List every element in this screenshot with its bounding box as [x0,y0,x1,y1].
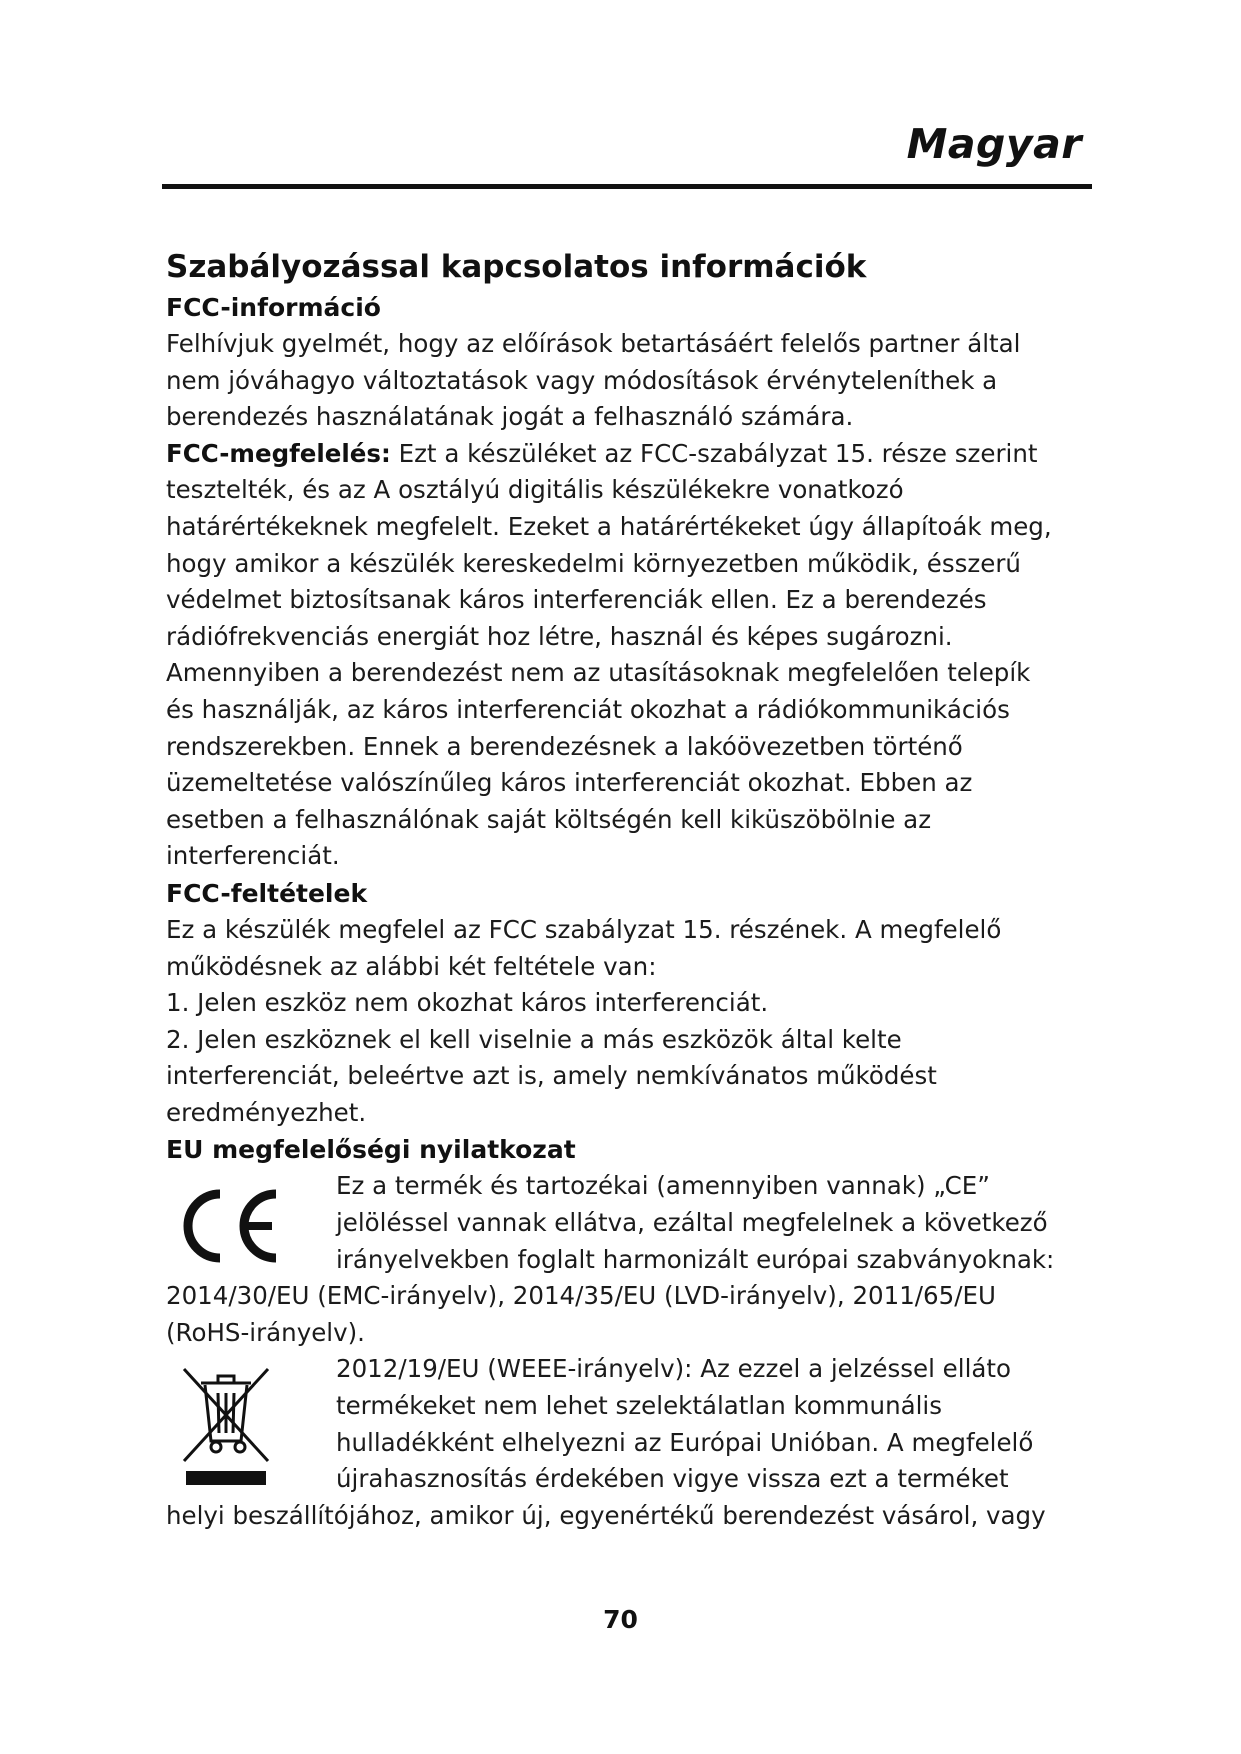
fcc-compliance-lead: FCC-megfelelés: [166,438,391,468]
ce-line: Ez a termék és tartozékai (amennyiben vannak) „CE” [336,1171,990,1201]
fcc-compliance-line: rendszerekben. Ennek a berendezésnek a lakóövezetben történő [166,731,963,761]
weee-block [166,1351,1066,1497]
fcc-compliance-line: Amennyiben a berendezést nem az utasításoknak megfelelően telepík [166,658,1031,688]
fcc-condition-item-2-line: eredményezhet. [166,1097,367,1127]
fcc-info-line: nem jóváhagyo változtatások vagy módosítások érvényteleníthek a [166,365,998,395]
fcc-condition-item-1: 1. Jelen eszköz nem okozhat káros interferenciát. [166,988,769,1018]
ce-block [166,1168,1066,1278]
fcc-compliance-first-line [166,436,1066,473]
language-header: Magyar [906,120,1082,168]
header-divider [162,184,1092,189]
fcc-compliance-line: határértékeknek megfelelt. Ezeket a határértékeket úgy állapítoák meg, [166,511,1052,541]
fcc-info-line: Felhívjuk gyelmét, hogy az előírások betartásáért felelős partner által [166,329,1021,358]
fcc-compliance-line: védelmet biztosítsanak káros interferenciák ellen. Ez a berendezés [166,585,987,615]
ce-mark-icon [176,1182,286,1270]
page-content [166,245,1066,1534]
fcc-compliance-line: és használják, az káros interferenciát okozhat a rádiókommunikációs [166,694,1010,724]
fcc-conditions-heading: FCC-feltételek [166,878,368,908]
fcc-conditions-line: működésnek az alábbi két feltétele van: [166,951,657,981]
fcc-info-heading: FCC-információ [166,293,381,322]
crossed-out-wheelie-bin-icon [176,1361,276,1487]
weee-line: 2012/19/EU (WEEE-irányelv): Az ezzel a jelzéssel elláto [336,1354,1011,1384]
ce-line: irányelvekben foglalt harmonizált európai szabványoknak: [336,1244,1055,1274]
weee-line: termékeket nem lehet szelektálatlan kommunális [336,1391,942,1421]
fcc-compliance-line: esetben a felhasználónak saját költségén kell kiküszöbölnie az [166,804,932,834]
weee-text-indented [166,1351,1066,1497]
section-title: Szabályozással kapcsolatos információk [166,249,867,285]
ce-line: 2014/30/EU (EMC-irányelv), 2014/35/EU (LVD-irányelv), 2011/65/EU [166,1281,996,1311]
fcc-info-line: berendezés használatának jogát a felhasználó számára. [166,402,854,432]
fcc-compliance-line: tesztelték, és az A osztályú digitális készülékekre vonatkozó [166,475,904,505]
page-number: 70 [603,1605,638,1634]
fcc-compliance-text: Ezt a készüléket az FCC-szabályzat 15. része szerint [390,438,1038,468]
eu-declaration-heading: EU megfelelőségi nyilatkozat [166,1135,576,1165]
weee-line: hulladékként elhelyezni az Európai Unióban. A megfelelő [336,1427,1034,1457]
fcc-compliance-line: rádiófrekvenciás energiát hoz létre, használ és képes sugározni. [166,621,953,651]
fcc-compliance-line: hogy amikor a készülék kereskedelmi környezetben működik, ésszerű [166,548,1021,578]
ce-text-indented [166,1168,1066,1278]
fcc-condition-item-2-line: interferenciát, beleértve azt is, amely nemkívánatos működést [166,1061,937,1091]
weee-line: újrahasznosítás érdekében vigye vissza ezt a terméket [336,1464,1009,1494]
fcc-compliance-line: interferenciát. [166,841,340,871]
fcc-condition-item-2-line: 2. Jelen eszköznek el kell viselnie a más eszközök által kelte [166,1024,902,1054]
ce-line: (RoHS-irányelv). [166,1317,365,1347]
fcc-conditions-line: Ez a készülék megfelel az FCC szabályzat 15. részének. A megfelelő [166,914,1002,944]
fcc-compliance-line: üzemeltetése valószínűleg káros interferenciát okozhat. Ebben az [166,768,973,798]
weee-line: helyi beszállítójához, amikor új, egyenértékű berendezést vásárol, vagy [166,1500,1046,1530]
ce-line: jelöléssel vannak ellátva, ezáltal megfelelnek a következő [336,1208,1048,1238]
